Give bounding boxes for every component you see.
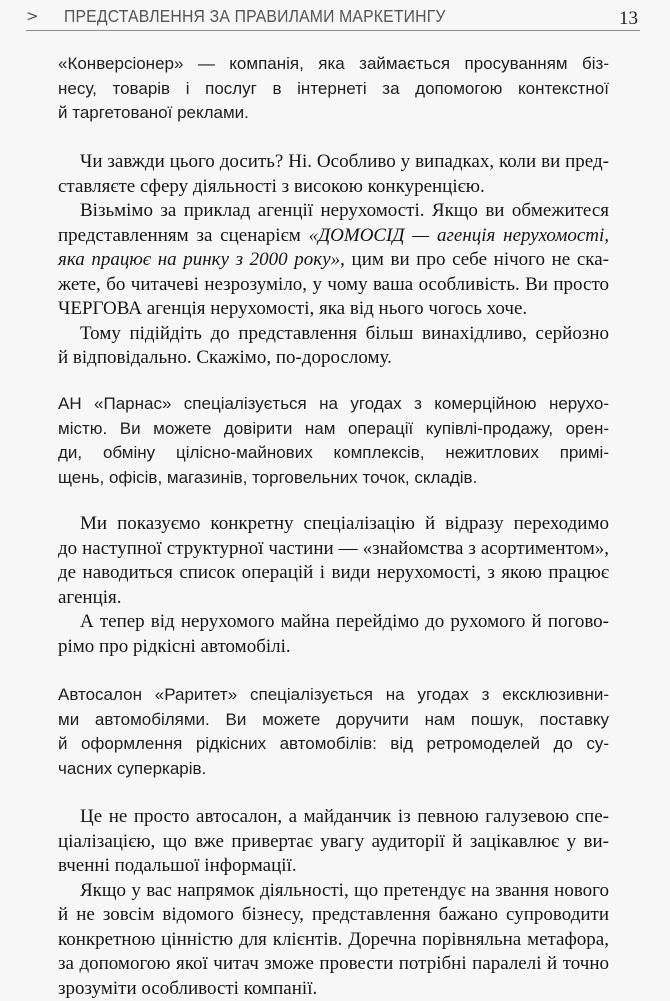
text-line: жете, бо читачеві незрозуміло, у чому ваша особливість. Ви просто: [58, 273, 609, 298]
text-line: зрозуміти особливості компанії.: [58, 977, 609, 1001]
text-line: [58, 248, 609, 273]
body-paragraphs-2: [58, 512, 609, 659]
text-line: де наводиться список операцій і види нерухомості, з якою працює: [58, 561, 609, 586]
text-line: вченні подальшої інформації.: [58, 854, 609, 879]
text-line: до наступної структурної частини — «знайомства з асортиментом»,: [58, 537, 609, 562]
example-konversioner: [58, 52, 609, 126]
text-line: несу, товарів і послуг в інтернеті за допомогою контекстної: [58, 77, 609, 102]
page-number: 13: [619, 8, 638, 30]
text-line: рімо про рідкісні автомобілі.: [58, 635, 609, 660]
text-line: ми автомобілями. Ви можете доручити нам пошук, поставку: [58, 708, 609, 733]
text-line: ЧЕРГОВА агенція нерухомості, яка від нього чогось хоче.: [58, 297, 609, 322]
running-head: [26, 4, 640, 31]
text-line: містю. Ви можете довірити нам операції купівлі-продажу, орен-: [58, 417, 609, 442]
body-paragraphs-1: [58, 150, 609, 371]
text-line: конкретною цінністю для клієнтів. Доречна порівняльна метафора,: [58, 928, 609, 953]
example-rarytet: [58, 683, 609, 781]
body-paragraphs-3: [58, 805, 609, 1001]
text-line: Автосалон «Раритет» спеціалізується на угодах з ексклюзивни-: [58, 683, 609, 708]
text-line: «Конверсіонер» — компанія, яка займається просуванням біз-: [58, 52, 609, 77]
text-line: й оформлення рідкісних автомобілів: від ретромоделей до су-: [58, 732, 609, 757]
chapter-title: ПРЕДСТАВЛЕННЯ ЗА ПРАВИЛАМИ МАРКЕТИНГУ: [64, 6, 446, 26]
text-line: Чи завжди цього досить? Ні. Особливо у випадках, коли ви пред-: [58, 150, 609, 175]
text-line: агенція.: [58, 586, 609, 611]
text-line: Ми показуємо конкретну спеціалізацію й відразу переходимо: [58, 512, 609, 537]
text-line: Тому підійдіть до представлення більш винахідливо, серйозно: [58, 322, 609, 347]
text-line: й не зовсім відомого бізнесу, представлення бажано супроводити: [58, 903, 609, 928]
text-line: й відповідально. Скажімо, по-дорослому.: [58, 346, 609, 371]
chevron-right-icon: >: [26, 6, 39, 26]
text-line: ди, обміну цілісно-майнових комплексів, нежитлових примі-: [58, 441, 609, 466]
italic-quote: яка працює на ринку з 2000 року»: [58, 249, 340, 270]
text-line: й таргетованої реклами.: [58, 101, 609, 126]
text-line: Візьмімо за приклад агенції нерухомості. Якщо ви обмежитеся: [58, 199, 609, 224]
text-line: [58, 224, 609, 249]
text-line: за допомогою якої читач зможе провести потрібні паралелі й точно: [58, 952, 609, 977]
text-line: часних суперкарів.: [58, 757, 609, 782]
text-line: Якщо у вас напрямок діяльності, що претендує на звання нового: [58, 879, 609, 904]
text-line: А тепер від нерухомого майна перейдімо до рухомого й погово-: [58, 610, 609, 635]
italic-quote: «ДОМОСІД — агенція нерухомості,: [309, 225, 609, 246]
text-line: щень, офісів, магазинів, торговельних точок, складів.: [58, 466, 609, 491]
text-run: представленням за сценарієм: [58, 225, 309, 246]
text-line: Це не просто автосалон, а майданчик із певною галузевою спе-: [58, 805, 609, 830]
text-run: , цим ви про себе нічого не ска-: [340, 249, 609, 270]
text-line: ціалізацією, що вже привертає увагу аудиторії й зацікавлює у ви-: [58, 830, 609, 855]
example-parnas: [58, 392, 609, 490]
text-line: ставляєте сферу діяльності з високою конкуренцією.: [58, 175, 609, 200]
text-line: АН «Парнас» спеціалізується на угодах з комерційною нерухо-: [58, 392, 609, 417]
